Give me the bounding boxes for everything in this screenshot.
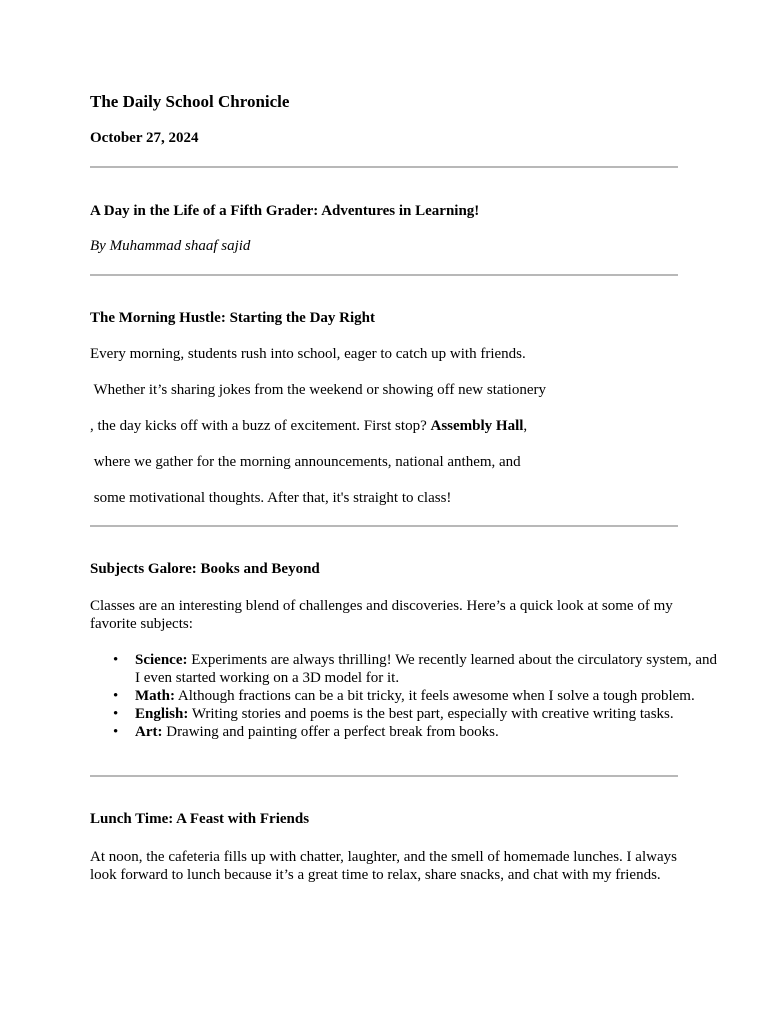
paragraph-text: ,: [523, 418, 528, 434]
paragraph-line: where we gather for the morning announcements, national anthem, and: [90, 454, 521, 470]
divider: [90, 166, 678, 168]
list-item: [113, 705, 723, 723]
subject-text: Writing stories and poems is the best part, especially with creative writing tasks.: [188, 706, 674, 722]
bullet: •: [113, 724, 119, 740]
subject-text: Although fractions can be a bit tricky, it feels awesome when I solve a tough problem.: [175, 688, 695, 704]
subject-label: English:: [135, 706, 189, 722]
section-heading-lunch: Lunch Time: A Feast with Friends: [90, 811, 310, 827]
article-byline: By Muhammad shaaf sajid: [90, 238, 251, 254]
list-item: [113, 723, 723, 741]
subject-text: Drawing and painting offer a perfect break from books.: [162, 724, 499, 740]
bullet: •: [113, 688, 119, 704]
list-item: [113, 687, 723, 705]
divider: [90, 775, 678, 777]
list-item: [113, 651, 723, 687]
subject-label: Art:: [135, 724, 163, 740]
subject-label: Science:: [135, 652, 188, 668]
article-headline: A Day in the Life of a Fifth Grader: Adventures in Learning!: [90, 203, 480, 219]
paragraph-line: some motivational thoughts. After that, it's straight to class!: [90, 490, 452, 506]
subjects-list: [90, 651, 723, 741]
paragraph-line: Whether it’s sharing jokes from the weekend or showing off new stationery: [90, 382, 547, 398]
assembly-hall-emphasis: Assembly Hall: [430, 418, 524, 434]
subject-label: Math:: [135, 688, 175, 704]
section-heading-morning: The Morning Hustle: Starting the Day Right: [90, 310, 375, 326]
paragraph-line: Every morning, students rush into school, eager to catch up with friends.: [90, 346, 526, 362]
newspaper-title: The Daily School Chronicle: [90, 92, 290, 111]
issue-date: October 27, 2024: [90, 130, 199, 146]
divider: [90, 525, 678, 527]
lunch-paragraph: At noon, the cafeteria fills up with chatter, laughter, and the smell of homemade lunches. I always look forward to lunch because it’s a great time to relax, share snacks, and chat with my friends.: [90, 849, 677, 883]
subjects-intro: Classes are an interesting blend of challenges and discoveries. Here’s a quick look at some of my favorite subjects:: [90, 598, 673, 632]
bullet: •: [113, 706, 119, 722]
subject-text: Experiments are always thrilling! We recently learned about the circulatory system, and I even started working on a 3D model for it.: [135, 652, 718, 686]
section-heading-subjects: Subjects Galore: Books and Beyond: [90, 561, 320, 577]
paragraph-text: , the day kicks off with a buzz of excitement. First stop?: [90, 418, 431, 434]
paragraph-line: [90, 418, 527, 435]
bullet: •: [113, 652, 119, 668]
divider: [90, 274, 678, 276]
